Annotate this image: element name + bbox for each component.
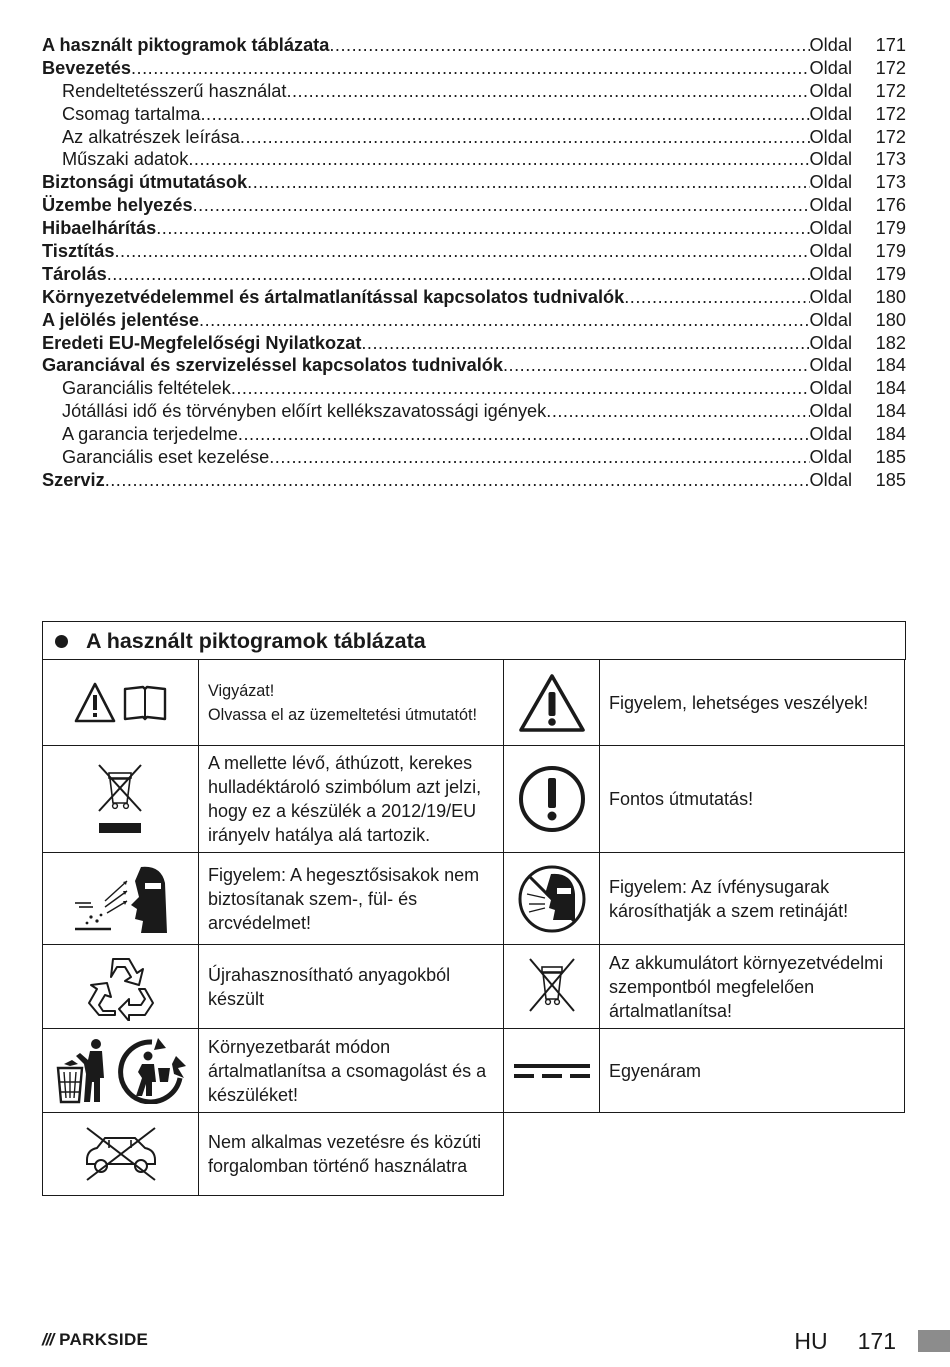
toc-entry <box>42 194 906 217</box>
toc-page-number: 173 <box>875 149 906 170</box>
toc-page-word: Oldal <box>809 378 852 399</box>
toc-leader-dots <box>361 332 809 355</box>
toc-entry-title: Csomag tartalma <box>62 103 201 124</box>
toc-leader-dots <box>131 57 810 80</box>
toc-entry <box>42 80 906 103</box>
toc-entry <box>42 400 906 423</box>
toc-page-word: Oldal <box>809 218 852 239</box>
page-number: 171 <box>857 1327 896 1354</box>
toc-entry-title: Bevezetés <box>42 57 131 78</box>
toc-entry <box>42 446 906 469</box>
toc-leader-dots <box>193 194 810 217</box>
toc-leader-dots <box>114 240 809 263</box>
pictogram-description: Figyelem, lehetséges veszélyek! <box>599 659 905 746</box>
toc-page-number: 179 <box>875 218 906 239</box>
toc-page-number: 185 <box>875 447 906 468</box>
toc-entry-title: Garanciális eset kezelése <box>62 447 270 468</box>
toc-page-word: Oldal <box>809 355 852 376</box>
toc-entry-title: Üzembe helyezés <box>42 195 193 216</box>
toc-page-number: 182 <box>875 332 906 353</box>
toc-page-word: Oldal <box>809 401 852 422</box>
toc-page-word: Oldal <box>809 286 852 307</box>
pictogram-description: Újrahasznosítható anyagokból készült <box>198 944 504 1029</box>
toc-entry-title: Tisztítás <box>42 241 115 262</box>
toc-entry <box>42 354 906 377</box>
crossed-bin-bar-icon <box>91 759 151 839</box>
toc-entry <box>42 309 906 332</box>
toc-page-number: 171 <box>875 35 906 55</box>
toc-page-word: Oldal <box>809 309 852 330</box>
toc-page-word: Oldal <box>809 172 852 193</box>
toc-leader-dots <box>188 148 809 171</box>
toc-entry-title: A garancia terjedelme <box>62 424 238 445</box>
no-vehicle-icon <box>81 1126 161 1182</box>
toc-entry <box>42 286 906 309</box>
toc-page-number: 184 <box>875 355 906 376</box>
toc-leader-dots <box>240 126 810 149</box>
pictogram-description: A mellette lévő, áthúzott, kerekes hulladéktároló szimbólum azt jelzi, hogy ez a készülék a 2012/19/EU irányelv hatálya alá tartozik. <box>198 745 504 853</box>
toc-entry-title: Környezetvédelemmel és ártalmatlanítással kapcsolatos tudnivalók <box>42 286 625 307</box>
toc-entry-title: Szerviz <box>42 469 105 490</box>
toc-page-word: Oldal <box>809 263 852 284</box>
pictogram-icon-cell <box>42 944 199 1029</box>
toc-page-number: 185 <box>875 469 906 490</box>
pictogram-table-header-box <box>42 621 906 660</box>
toc-page-number: 172 <box>875 103 906 124</box>
toc-page-word: Oldal <box>809 195 852 216</box>
toc-leader-dots <box>238 423 810 446</box>
toc-page-number: 179 <box>875 263 906 284</box>
toc-entry <box>42 332 906 355</box>
pictogram-icon-cell <box>503 659 600 746</box>
pictogram-icon-cell <box>42 745 199 853</box>
manual-book-icon <box>121 683 169 723</box>
toc-page-word: Oldal <box>809 332 852 353</box>
toc-page-number: 179 <box>875 241 906 262</box>
toc-entry <box>42 57 906 80</box>
toc-entry-title: Garanciális feltételek <box>62 378 231 399</box>
pictogram-table-title: A használt piktogramok táblázata <box>86 628 426 653</box>
toc-leader-dots <box>624 286 809 309</box>
pictogram-description: Figyelem: A hegesztősisakok nem biztosítanak szem-, fül- és arcvédelmet! <box>198 852 504 945</box>
toc-page-number: 173 <box>875 172 906 193</box>
toc-entry-title: Műszaki adatok <box>62 149 189 170</box>
toc-entry-title: A jelölés jelentése <box>42 309 200 330</box>
toc-entry-title: Biztonsági útmutatások <box>42 172 248 193</box>
toc-entry-title: Eredeti EU-Megfelelőségi Nyilatkozat <box>42 332 362 353</box>
toc-leader-dots <box>231 377 810 400</box>
toc-page-word: Oldal <box>809 80 852 101</box>
page-footer <box>794 1326 950 1356</box>
pictogram-icon-cell <box>42 852 199 945</box>
toc-leader-dots <box>286 80 809 103</box>
danger-triangle-icon <box>517 672 587 734</box>
toc-entry <box>42 377 906 400</box>
toc-page-number: 180 <box>875 286 906 307</box>
toc-page-word: Oldal <box>809 241 852 262</box>
toc-entry <box>42 263 906 286</box>
toc-leader-dots <box>269 446 809 469</box>
important-exclamation-icon <box>517 764 587 834</box>
toc-entry-title: Hibaelhárítás <box>42 218 157 239</box>
table-of-contents <box>42 34 906 492</box>
recycle-person-icon <box>118 1038 188 1104</box>
toc-leader-dots <box>107 263 810 286</box>
toc-leader-dots <box>156 217 809 240</box>
toc-leader-dots <box>247 171 809 194</box>
pictogram-table-heading <box>43 622 905 660</box>
parkside-logo <box>42 1330 148 1350</box>
bullet-icon <box>55 635 68 648</box>
toc-page-number: 184 <box>875 378 906 399</box>
pictogram-icon-cell <box>503 944 600 1029</box>
toc-leader-dots <box>503 354 810 377</box>
toc-entry <box>42 103 906 126</box>
pictogram-icon-cell <box>503 1028 600 1113</box>
toc-page-word: Oldal <box>809 35 852 55</box>
language-code: HU <box>794 1327 828 1354</box>
toc-leader-dots <box>329 34 809 57</box>
toc-entry-title: Jótállási idő és törvényben előírt kellékszavatossági igények <box>62 401 547 422</box>
toc-leader-dots <box>200 103 809 126</box>
arc-ray-prohibition-icon <box>517 864 587 934</box>
recycle-icon <box>85 953 157 1021</box>
pictogram-description: Egyenáram <box>599 1028 905 1113</box>
toc-entry-title: Rendeltetésszerű használat <box>62 80 287 101</box>
toc-entry-title: A használt piktogramok táblázata <box>42 35 330 55</box>
toc-entry-title: Az alkatrészek leírása <box>62 126 240 147</box>
toc-page-word: Oldal <box>809 126 852 147</box>
pictogram-description: Fontos útmutatás! <box>599 745 905 853</box>
toc-entry <box>42 148 906 171</box>
toc-page-word: Oldal <box>809 447 852 468</box>
toc-leader-dots <box>199 309 810 332</box>
toc-entry <box>42 217 906 240</box>
toc-entry-title: Garanciával és szervizeléssel kapcsolatos tudnivalók <box>42 355 503 376</box>
toc-page-number: 184 <box>875 401 906 422</box>
toc-page-word: Oldal <box>809 469 852 490</box>
toc-page-number: 172 <box>875 80 906 101</box>
toc-page-number: 172 <box>875 57 906 78</box>
toc-entry-title: Tárolás <box>42 263 107 284</box>
welding-helmet-icon <box>71 861 171 937</box>
toc-page-word: Oldal <box>809 149 852 170</box>
toc-page-word: Oldal <box>809 103 852 124</box>
tidyman-icon <box>54 1038 110 1104</box>
pictogram-icon-cell <box>42 659 199 746</box>
toc-page-word: Oldal <box>809 57 852 78</box>
toc-entry <box>42 34 906 57</box>
pictogram-icon-cell <box>42 1028 199 1113</box>
toc-leader-dots <box>105 469 810 492</box>
toc-leader-dots <box>546 400 809 423</box>
crossed-bin-icon <box>524 957 580 1017</box>
brand-name: PARKSIDE <box>59 1330 149 1349</box>
pictogram-icon-cell <box>503 745 600 853</box>
pictogram-icon-cell <box>42 1112 199 1196</box>
toc-page-number: 172 <box>875 126 906 147</box>
brand-mark: /// <box>42 1330 54 1349</box>
pictogram-description: Az akkumulátort környezetvédelmi szempontból megfelelően ártalmatlanítsa! <box>599 944 905 1029</box>
pictogram-description: Vigyázat! Olvassa el az üzemeltetési útmutatót! <box>198 659 504 746</box>
direct-current-icon <box>512 1061 592 1081</box>
toc-page-number: 184 <box>875 424 906 445</box>
pictogram-description: Környezetbarát módon ártalmatlanítsa a csomagolást és a készüléket! <box>198 1028 504 1113</box>
pictogram-description: Nem alkalmas vezetésre és közúti forgalomban történő használatra <box>198 1112 504 1196</box>
pictogram-description: Figyelem: Az ívfénysugarak károsíthatják a szem retináját! <box>599 852 905 945</box>
toc-entry <box>42 240 906 263</box>
toc-entry <box>42 423 906 446</box>
toc-page-number: 180 <box>875 309 906 330</box>
toc-page-word: Oldal <box>809 424 852 445</box>
toc-page-number: 176 <box>875 195 906 216</box>
page-marker-bar <box>918 1330 950 1352</box>
toc-entry <box>42 469 906 492</box>
toc-entry <box>42 171 906 194</box>
toc-entry <box>42 126 906 149</box>
pictogram-icon-cell <box>503 852 600 945</box>
